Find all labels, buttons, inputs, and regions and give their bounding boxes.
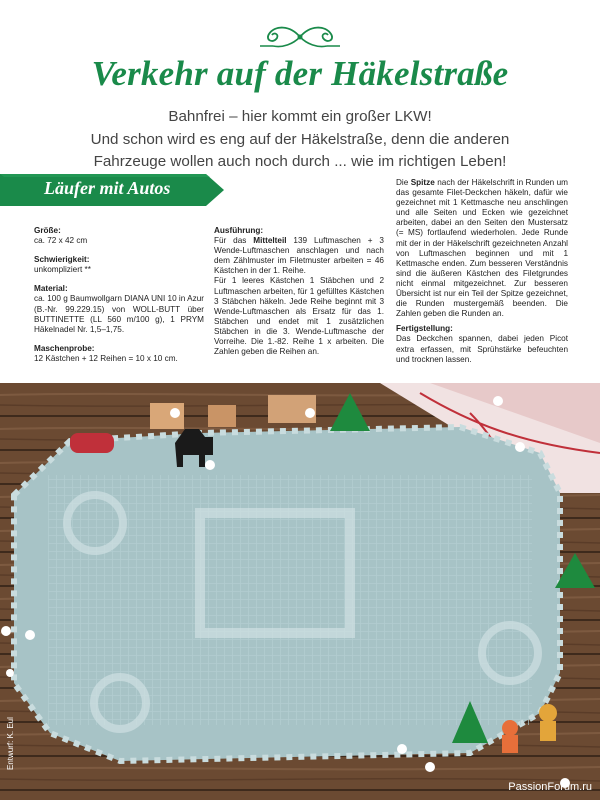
- section-banner: [0, 172, 224, 208]
- page-title: Verkehr auf der Häkelstraße: [91, 54, 509, 93]
- intro-line: Bahnfrei – hier kommt ein großer LKW!: [168, 108, 432, 125]
- intro-line: Und schon wird es eng auf der Häkelstraße, denn die anderen: [90, 130, 510, 148]
- size-heading: Größe:: [34, 226, 61, 235]
- difficulty-value: unkompliziert **: [34, 265, 91, 275]
- watermark: PassionForum.ru: [508, 781, 592, 793]
- finishing-heading: Fertigstellung:: [396, 324, 453, 334]
- red-toy-car: [70, 433, 114, 453]
- gauge-value: 12 Kästchen + 12 Reihen = 10 x 10 cm.: [34, 353, 178, 363]
- crochet-doily: [14, 427, 560, 761]
- difficulty-heading: Schwierigkeit:: [34, 255, 90, 265]
- finishing-paragraph: Das Deckchen spannen, dabei jeden Picot extra erfassen, mit Sprühstärke befeuchten und trocknen lassen.: [396, 334, 568, 364]
- edging-paragraph: Die Spitze nach der Häkelschrift in Runden um das gesamte Filet-Deckchen häkeln, dafür wie gezeichnet mit 1 Kettmasche neu anschlingen und alle Seiten und Ecken wie gezeichnet arbeiten, dabei an den Seiten den Mustersatz (= MS) fortlaufend wiederholen. Jede Runde mit der in der Häkelschrift gezeichneten Anzahl von Luftmaschen beginnen und mit 1 Kettmasche enden. Zum besseren Verständnis sind die äußeren Kästchen des Filetgrundes nicht einmal mitgezeichnet. Zur besseren Übersicht ist nur ein Teil der Spitze gezeichnet, die Runden mustergemäß beenden. Die Zahlen geben die Runden an.: [396, 178, 568, 319]
- gauge-heading: Maschenprobe:: [34, 343, 95, 353]
- execution-paragraph-2: Für 1 leeres Kästchen 1 Stäbchen und 2 Luftmaschen arbeiten, für 1 gefülltes Kästchen 3 Stäbchen häkeln. Jede Reihe beginnt mit 3 Wende-Luftmaschen als Ersatz für das 1. Stäbchen und endet mit 1 zusätzlichen Stäbchen in die 3. Wende-Luftmasche der Vorreihe. Die 1.-82. Reihe 1 x arbeiten. Die Zahlen geben die Reihen an.: [214, 276, 384, 357]
- instructions-column: [214, 226, 384, 357]
- section-heading: Läufer mit Autos: [44, 178, 171, 198]
- material-heading: Material:: [34, 284, 68, 294]
- decorative-ornament: [255, 22, 345, 52]
- execution-paragraph-1: Für das Mittelteil 139 Luftmaschen + 3 Wende-Luftmaschen anschlagen und nach dem Zählmuster im Filetmuster arbeiten = 46 Kästchen in der 1. Reihe.: [214, 236, 384, 276]
- doily-photo-illustration: [0, 383, 600, 800]
- photo-credit: Entwurf: K. Eul: [6, 717, 15, 770]
- product-photo: [0, 383, 600, 800]
- intro-text: [40, 106, 560, 174]
- edging-column: [396, 178, 568, 365]
- specs-column: [34, 226, 204, 364]
- gingerbread-figure: [539, 704, 557, 722]
- execution-heading: Ausführung:: [214, 226, 264, 235]
- size-value: ca. 72 x 42 cm: [34, 236, 88, 246]
- intro-line: Fahrzeuge wollen auch noch durch ... wie im richtigen Leben!: [93, 153, 507, 170]
- material-value: ca. 100 g Baumwollgarn DIANA UNI 10 in Azur (B.-Nr. 99.229.15) von WOLL-BUTT über BUTTINETTE (LL 560 m/100 g), 1 PRYM Häkelnadel Nr. 1,5–1,75.: [34, 294, 204, 334]
